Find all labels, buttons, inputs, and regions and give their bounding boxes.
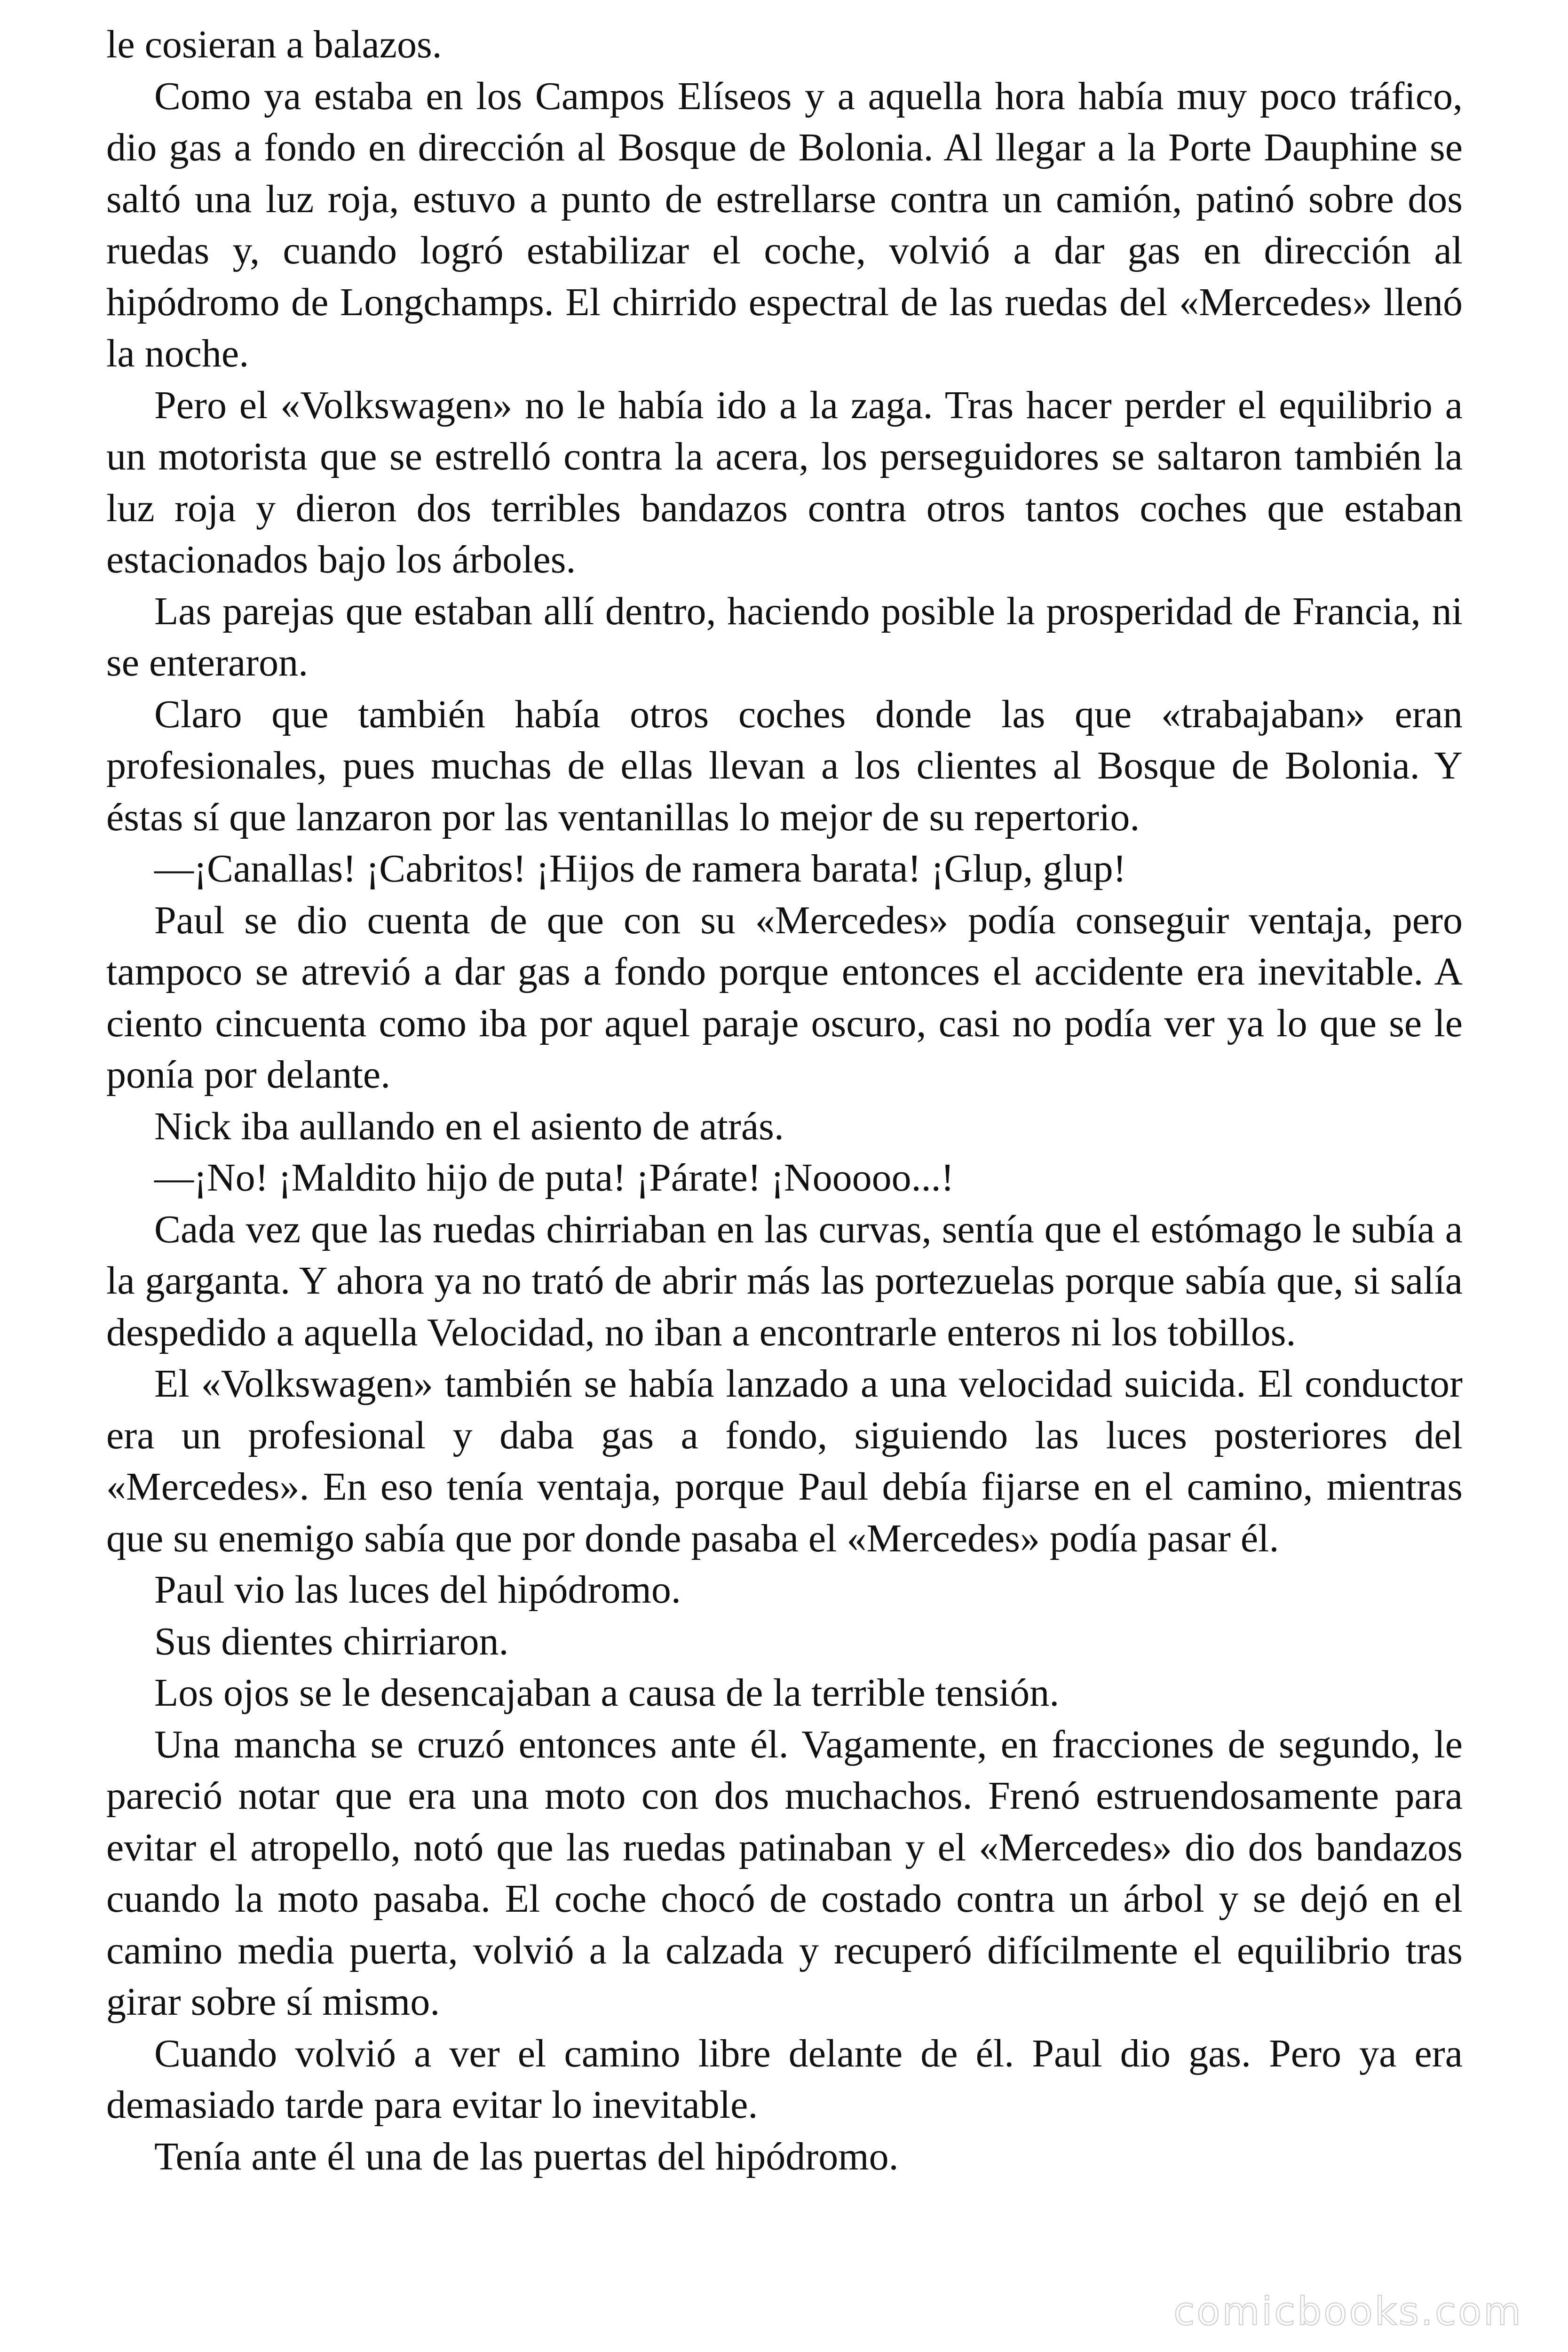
- paragraph: le cosieran a balazos.: [106, 23, 442, 66]
- paragraph: Claro que también había otros coches donde las que «trabajaban» eran profesionales, pues muchas de ellas llevan a los clientes al Bosque de Bolonia. Y éstas sí que lanzaron por las ventanillas lo mejor de su repertorio.: [106, 692, 1463, 839]
- paragraph: —¡No! ¡Maldito hijo de puta! ¡Párate! ¡Nooooo...!: [154, 1156, 954, 1200]
- paragraph: Una mancha se cruzó entonces ante él. Vagamente, en fracciones de segundo, le pareció notar que era una moto con dos muchachos. Frenó estruendosamente para evitar el atropello, notó que las ruedas patinaban y el «Mercedes» dio dos bandazos cuando la moto pasaba. El coche chocó de costado contra un árbol y se dejó en el camino media puerta, volvió a la calzada y recuperó difícilmente el equilibrio tras girar sobre sí mismo.: [106, 1722, 1463, 2024]
- paragraph: Como ya estaba en los Campos Elíseos y a aquella hora había muy poco tráfico, dio gas a fondo en dirección al Bosque de Bolonia. Al llegar a la Porte Dauphine se saltó una luz roja, estuvo a punto de estrellarse contra un camión, patinó sobre dos ruedas y, cuando logró estabilizar el coche, volvió a dar gas en dirección al hipódromo de Longchamps. El chirrido espectral de las ruedas del «Mercedes» llenó la noche.: [106, 74, 1463, 375]
- paragraph: Nick iba aullando en el asiento de atrás.: [154, 1104, 784, 1148]
- paragraph: Tenía ante él una de las puertas del hipódromo.: [154, 2134, 899, 2178]
- paragraph: Cada vez que las ruedas chirriaban en las curvas, sentía que el estómago le subía a la garganta. Y ahora ya no trató de abrir más las portezuelas porque sabía que, si salía despedido a aquella Velocidad, no iban a encontrarle enteros ni los tobillos.: [106, 1207, 1463, 1354]
- paragraph: Paul se dio cuenta de que con su «Mercedes» podía conseguir ventaja, pero tampoco se atrevió a dar gas a fondo porque entonces el accidente era inevitable. A ciento cincuenta como iba por aquel paraje oscuro, casi no podía ver ya lo que se le ponía por delante.: [106, 898, 1463, 1097]
- paragraph: Pero el «Volkswagen» no le había ido a la zaga. Tras hacer perder el equilibrio a un motorista que se estrelló contra la acera, los perseguidores se saltaron también la luz roja y dieron dos terribles bandazos contra otros tantos coches que estaban estacionados bajo los árboles.: [106, 383, 1463, 581]
- watermark: comicbooks.com: [1173, 2289, 1523, 2334]
- paragraph: Los ojos se le desencajaban a causa de la terrible tensión.: [154, 1671, 1060, 1715]
- paragraph: Paul vio las luces del hipódromo.: [154, 1568, 681, 1612]
- paragraph: Las parejas que estaban allí dentro, haciendo posible la prosperidad de Francia, ni se enteraron.: [106, 589, 1463, 684]
- paragraph: —¡Canallas! ¡Cabritos! ¡Hijos de ramera barata! ¡Glup, glup!: [154, 847, 1126, 890]
- book-page-text: [106, 19, 1463, 2182]
- paragraph: Sus dientes chirriaron.: [154, 1619, 509, 1663]
- paragraph: Cuando volvió a ver el camino libre delante de él. Paul dio gas. Pero ya era demasiado tarde para evitar lo inevitable.: [106, 2031, 1463, 2127]
- paragraph: El «Volkswagen» también se había lanzado a una velocidad suicida. El conductor era un profesional y daba gas a fondo, siguiendo las luces posteriores del «Mercedes». En eso tenía ventaja, porque Paul debía fijarse en el camino, mientras que su enemigo sabía que por donde pasaba el «Mercedes» podía pasar él.: [106, 1362, 1463, 1560]
